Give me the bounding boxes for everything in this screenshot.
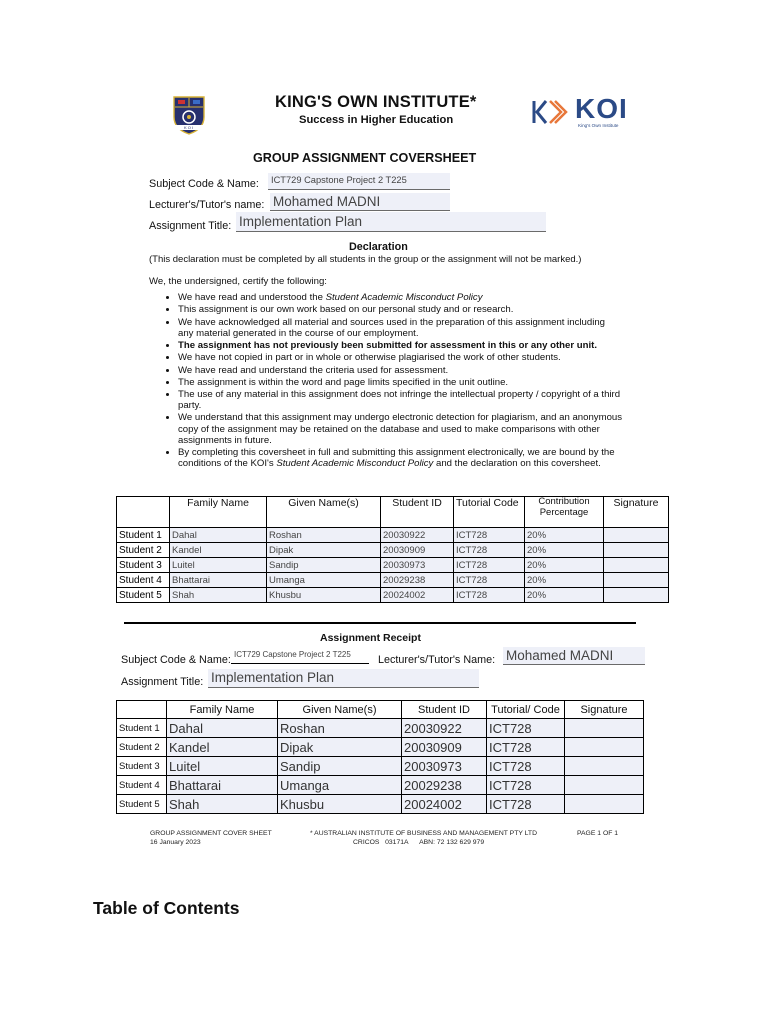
row-label: Student 4 [117,776,167,795]
signature-cell[interactable] [604,543,669,558]
family-name-cell[interactable]: Dahal [167,719,278,738]
receipt-lecturer-field[interactable]: Mohamed MADNI [503,647,645,665]
lecturer-label: Lecturer's/Tutor's name: [149,199,265,211]
signature-cell[interactable] [565,776,644,795]
family-name-cell[interactable]: Kandel [167,738,278,757]
receipt-assignment-title-label: Assignment Title: [121,676,204,688]
declaration-item: • By completing this coversheet in full and submitting this assignment electronically, we are bound by the conditions of the KOI's Student Academic Misconduct Policy and the declaration on this coversheet. [178,447,623,469]
given-name-cell[interactable]: Sandip [267,558,381,573]
family-name-cell[interactable]: Shah [170,588,267,603]
toc-heading: Table of Contents [93,898,240,918]
subject-field[interactable]: ICT729 Capstone Project 2 T225 [268,173,450,190]
row-label: Student 2 [117,738,167,757]
declaration-item: • We have acknowledged all material and sources used in the preparation of this assignment including any material generated in the course of our employment. [178,317,623,339]
student-id-cell[interactable]: 20030922 [381,528,454,543]
header-cell: Signature [604,497,669,528]
tutorial-code-cell[interactable]: ICT728 [487,776,565,795]
table-row [117,573,669,588]
table-row [117,588,669,603]
table-row [117,795,644,814]
student-id-cell[interactable]: 20030909 [381,543,454,558]
contribution-cell[interactable]: 20% [525,528,604,543]
student-id-cell[interactable]: 20024002 [381,588,454,603]
row-label: Student 3 [117,757,167,776]
tutorial-code-cell[interactable]: ICT728 [454,588,525,603]
declaration-list [160,292,623,470]
tutorial-code-cell[interactable]: ICT728 [487,719,565,738]
header-cell: Given Name(s) [278,701,402,719]
declaration-heading: Declaration [349,241,408,253]
family-name-cell[interactable]: Dahal [170,528,267,543]
signature-cell[interactable] [565,757,644,776]
signature-cell[interactable] [565,738,644,757]
header-cell: Given Name(s) [267,497,381,528]
header-cell: Student ID [381,497,454,528]
contribution-cell[interactable]: 20% [525,588,604,603]
student-id-cell[interactable]: 20029238 [402,776,487,795]
cut-line-divider [124,622,636,624]
table-row [117,558,669,573]
table-row [117,719,644,738]
given-name-cell[interactable]: Dipak [267,543,381,558]
koi-logo-subtext: King's Own Institute [578,123,619,128]
header-cell: Student ID [402,701,487,719]
student-id-cell[interactable]: 20030909 [402,738,487,757]
declaration-item: • The assignment is within the word and page limits specified in the unit outline. [178,377,623,388]
declaration-item: • We understand that this assignment may undergo electronic detection for plagiarism, and an anonymous copy of the assignment may be retained on the database and used to make comparisons with other assignments in future. [178,412,623,445]
tutorial-code-cell[interactable]: ICT728 [487,757,565,776]
receipt-subject-label: Subject Code & Name: [121,654,231,666]
footer-page-number: PAGE 1 OF 1 [577,830,619,837]
table-row [117,528,669,543]
family-name-cell[interactable]: Bhattarai [167,776,278,795]
given-name-cell[interactable]: Roshan [267,528,381,543]
institute-tagline: Success in Higher Education [299,114,454,126]
student-id-cell[interactable]: 20030922 [402,719,487,738]
row-label: Student 1 [117,719,167,738]
family-name-cell[interactable]: Luitel [167,757,278,776]
group-members-table [116,496,669,603]
koi-logo [532,95,632,133]
tutorial-code-cell[interactable]: ICT728 [454,543,525,558]
tutorial-code-cell[interactable]: ICT728 [454,573,525,588]
header-cell: Contribution Percentage [525,497,604,528]
declaration-item: • The use of any material in this assignment does not infringe the intellectual property / copyright of a third party. [178,389,623,411]
declaration-note: (This declaration must be completed by all students in the group or the assignment will not be marked.) [149,254,582,265]
family-name-cell[interactable]: Bhattarai [170,573,267,588]
tutorial-code-cell[interactable]: ICT728 [487,795,565,814]
footer-date: 16 January 2023 [150,839,201,846]
student-id-cell[interactable]: 20029238 [381,573,454,588]
signature-cell[interactable] [604,528,669,543]
institute-name: KING'S OWN INSTITUTE* [275,93,477,111]
table-header-row [117,497,669,528]
header-cell: Tutorial Code [454,497,525,528]
signature-cell[interactable] [604,588,669,603]
footer-company: * AUSTRALIAN INSTITUTE OF BUSINESS AND MANAGEMENT PTY LTD [310,830,537,837]
table-row [117,757,644,776]
assignment-title-field[interactable]: Implementation Plan [236,212,546,232]
receipt-title: Assignment Receipt [320,632,421,644]
given-name-cell[interactable]: Khusbu [267,588,381,603]
family-name-cell[interactable]: Luitel [170,558,267,573]
subject-label: Subject Code & Name: [149,178,259,190]
footer-left [150,829,272,847]
row-label: Student 5 [117,588,170,603]
receipt-table [116,700,644,814]
signature-cell[interactable] [565,719,644,738]
footer-doc-name: GROUP ASSIGNMENT COVER SHEET [150,830,272,837]
receipt-assignment-title-field[interactable]: Implementation Plan [208,669,479,688]
header-cell [117,701,167,719]
given-name-cell[interactable]: Umanga [267,573,381,588]
declaration-item: • We have not copied in part or in whole or otherwise plagiarised the work of other students. [178,352,623,363]
declaration-item: • We have read and understand the criteria used for assessment. [178,365,623,376]
table-row [117,543,669,558]
institute-crest [172,95,206,135]
declaration-item: • We have read and understood the Student Academic Misconduct Policy [178,292,623,303]
contribution-cell[interactable]: 20% [525,573,604,588]
contribution-cell[interactable]: 20% [525,543,604,558]
table-row [117,776,644,795]
tutorial-code-cell[interactable]: ICT728 [454,558,525,573]
row-label: Student 4 [117,573,170,588]
receipt-subject-field[interactable]: ICT729 Capstone Project 2 T225 [231,649,369,664]
signature-cell[interactable] [604,573,669,588]
crest-motto: KOI [172,125,206,130]
lecturer-field[interactable]: Mohamed MADNI [270,193,450,211]
header-cell: Family Name [170,497,267,528]
footer-center [310,829,540,847]
row-label: Student 1 [117,528,170,543]
given-name-cell[interactable]: Dipak [278,738,402,757]
given-name-cell[interactable]: Sandip [278,757,402,776]
declaration-intro: We, the undersigned, certify the following: [149,276,327,287]
header-cell: Tutorial/ Code [487,701,565,719]
signature-cell[interactable] [604,558,669,573]
koi-logo-text: KOI [575,93,628,124]
student-id-cell[interactable]: 20024002 [402,795,487,814]
header-cell [117,497,170,528]
declaration-item: • The assignment has not previously been submitted for assessment in this or any other unit. [178,340,623,351]
signature-cell[interactable] [565,795,644,814]
given-name-cell[interactable]: Umanga [278,776,402,795]
student-id-cell[interactable]: 20030973 [402,757,487,776]
footer-cricos-abn: CRICOS 03171A ABN: 72 132 629 979 [353,839,485,846]
table-row [117,738,644,757]
tutorial-code-cell[interactable]: ICT728 [487,738,565,757]
row-label: Student 5 [117,795,167,814]
coversheet-title: GROUP ASSIGNMENT COVERSHEET [253,151,477,165]
family-name-cell[interactable]: Shah [167,795,278,814]
contribution-cell[interactable]: 20% [525,558,604,573]
declaration-item: • This assignment is our own work based on our personal study and or research. [178,304,623,315]
header-cell: Family Name [167,701,278,719]
tutorial-code-cell[interactable]: ICT728 [454,528,525,543]
receipt-lecturer-label: Lecturer's/Tutor's Name: [378,654,496,666]
given-name-cell[interactable]: Khusbu [278,795,402,814]
table-header-row [117,701,644,719]
row-label: Student 3 [117,558,170,573]
row-label: Student 2 [117,543,170,558]
given-name-cell[interactable]: Roshan [278,719,402,738]
student-id-cell[interactable]: 20030973 [381,558,454,573]
family-name-cell[interactable]: Kandel [170,543,267,558]
header-cell: Signature [565,701,644,719]
koi-logo-mark-icon [532,95,576,131]
assignment-title-label: Assignment Title: [149,220,232,232]
